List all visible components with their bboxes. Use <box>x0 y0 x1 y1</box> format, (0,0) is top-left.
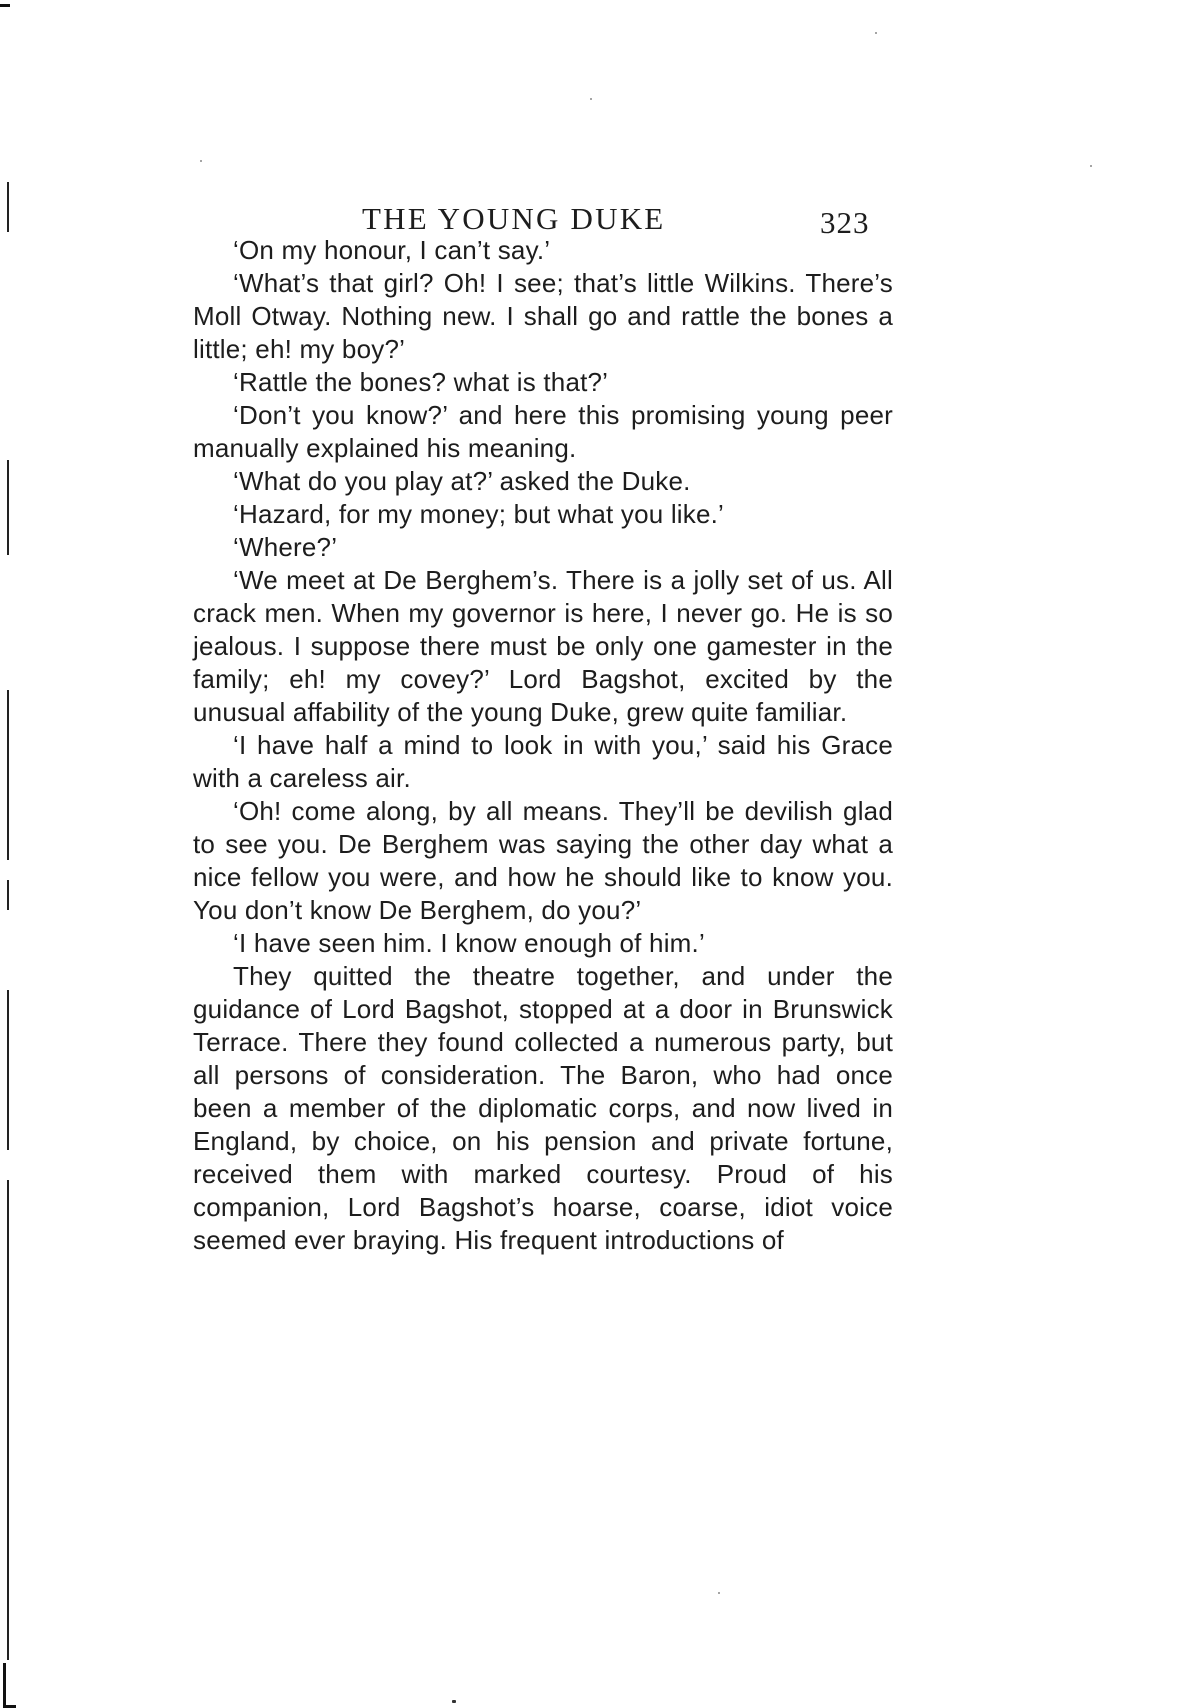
paragraph: ‘I have half a mind to look in with you,’ said his Grace with a careless air. <box>193 730 893 793</box>
paragraph: ‘We meet at De Berghem’s. There is a jolly set of us. All crack men. When my governor is here, I never go. He is so jealous. I suppose there must be only one gamester in the family; eh! my covey?’ Lord Bagshot, excited by the unusual affability of the young Duke, grew quite familiar. <box>193 565 893 727</box>
running-head-title: THE YOUNG DUKE <box>362 201 666 236</box>
scan-edge-mark <box>7 1180 9 1660</box>
body-text <box>193 234 893 1257</box>
paragraph: ‘Oh! come along, by all means. They’ll be devilish glad to see you. De Berghem was saying the other day what a nice fellow you were, and how he should like to know you. You don’t know De Berghem, do you?’ <box>193 796 893 925</box>
scan-speck <box>452 1700 456 1703</box>
scan-speck <box>200 160 202 162</box>
paragraph: ‘Rattle the bones? what is that?’ <box>233 367 609 397</box>
paragraph: ‘What do you play at?’ asked the Duke. <box>233 466 691 496</box>
scan-artifact-top-left <box>0 4 10 7</box>
scan-edge-mark <box>7 880 9 910</box>
paragraph: ‘What’s that girl? Oh! I see; that’s little Wilkins. There’s Moll Otway. Nothing new. I shall go and rattle the bones a little; eh! my boy?’ <box>193 268 893 364</box>
scan-speck <box>718 1592 720 1594</box>
paragraph: ‘On my honour, I can’t say.’ <box>233 235 551 265</box>
paragraph: ‘Don’t you know?’ and here this promising young peer manually explained his meaning. <box>193 400 893 463</box>
paragraph: ‘I have seen him. I know enough of him.’ <box>233 928 705 958</box>
scan-artifact-bottom-left <box>3 1663 16 1708</box>
scan-edge-mark <box>7 990 9 1150</box>
paragraph: They quitted the theatre together, and under the guidance of Lord Bagshot, stopped at a door in Brunswick Terrace. There they found collected a numerous party, but all persons of consideration. The Baron, who had once been a member of the diplomatic corps, and now lived in England, by choice, on his pension and private fortune, received them with marked courtesy. Proud of his companion, Lord Bagshot’s hoarse, coarse, idiot voice seemed ever braying. His frequent introductions of <box>193 961 893 1255</box>
scan-edge-mark <box>7 690 9 860</box>
paragraph: ‘Where?’ <box>233 532 338 562</box>
scan-speck <box>875 32 877 34</box>
scan-speck <box>1090 165 1092 167</box>
page-number: 323 <box>820 205 870 240</box>
paragraph: ‘Hazard, for my money; but what you like.’ <box>233 499 725 529</box>
scan-edge-mark <box>7 460 9 555</box>
scan-speck <box>590 98 592 100</box>
